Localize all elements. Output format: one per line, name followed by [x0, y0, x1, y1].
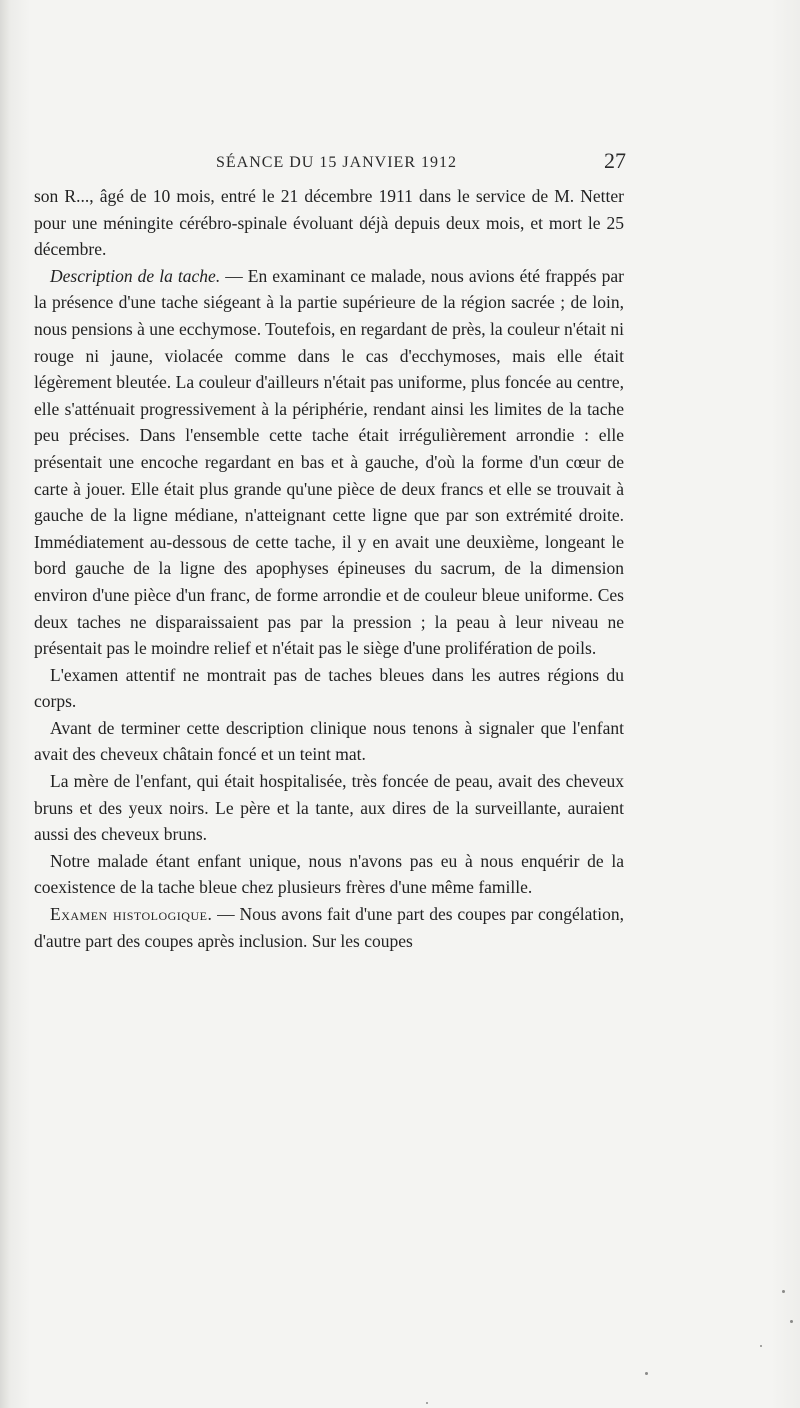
paragraph-family: La mère de l'enfant, qui était hospitalisée, très foncée de peau, avait des cheveux bruns et des yeux noirs. Le père et la tante, aux dires de la surveillante, auraient aussi des cheveux bruns. [34, 771, 624, 845]
description-text: — En examinant ce malade, nous avions été frappés par la présence d'une tache siégeant à la partie supérieure de la région sacrée ; de loin, nous pensions à une ecchymose. Toutefois, en regardant de près, la couleur n'était ni rouge ni jaune, violacée comme dans le cas d'ecchymoses, mais elle était légèrement bleutée. La couleur d'ailleurs n'était pas uniforme, plus foncée au centre, elle s'atténuait progressivement à la périphérie, rendant ainsi les limites de la tache peu précises. Dans l'ensemble cette tache était irrégulièrement arrondie : elle présentait une encoche regardant en bas et à gauche, d'où la forme d'un cœur de carte à jouer. Elle était plus grande qu'une pièce de deux francs et elle se trouvait à gauche de la ligne médiane, n'atteignant cette ligne que par son extrémité droite. Immédiatement au-dessous de cette tache, il y en avait une deuxième, longeant le bord gauche de la ligne des apophyses épineuses du sacrum, de la dimension environ d'une pièce d'un franc, de forme arrondie et de couleur bleue uniforme. Ces deux taches ne disparaissaient pas par la pression ; la peau à leur niveau ne présentait pas le moindre relief et n'était pas le siège d'une prolifération de poils. [34, 265, 624, 659]
scan-speck [782, 1290, 785, 1293]
section-heading-histology: Examen histologique. [50, 904, 213, 925]
histology-text: — Nous avons fait d'une part des coupes par congélation, d'autre part des coupes après inclusion. Sur les coupes [34, 904, 624, 951]
running-title: SÉANCE DU 15 JANVIER 1912 [216, 154, 457, 171]
scan-speck [790, 1320, 793, 1323]
paragraph-patient-intro: son R..., âgé de 10 mois, entré le 21 décembre 1911 dans le service de M. Netter pour une méningite cérébro-spinale évoluant déjà depuis deux mois, et mort le 25 décembre. [34, 186, 624, 260]
paragraph-examination: L'examen attentif ne montrait pas de taches bleues dans les autres régions du corps. [34, 664, 624, 712]
scan-speck [760, 1345, 762, 1347]
scan-speck [645, 1372, 648, 1375]
section-heading-description: Description de la tache. [50, 265, 221, 286]
page-number: 27 [604, 148, 626, 173]
paragraph-description [34, 263, 624, 662]
body-text [34, 183, 624, 954]
paragraph-histology [34, 901, 624, 954]
scan-speck [426, 1402, 428, 1404]
paragraph-siblings: Notre malade étant enfant unique, nous n'avons pas eu à nous enquérir de la coexistence de la tache bleue chez plusieurs frères d'une même famille. [34, 850, 624, 898]
paragraph-hair: Avant de terminer cette description clinique nous tenons à signaler que l'enfant avait des cheveux châtain foncé et un teint mat. [34, 717, 624, 765]
page-header [36, 148, 626, 178]
